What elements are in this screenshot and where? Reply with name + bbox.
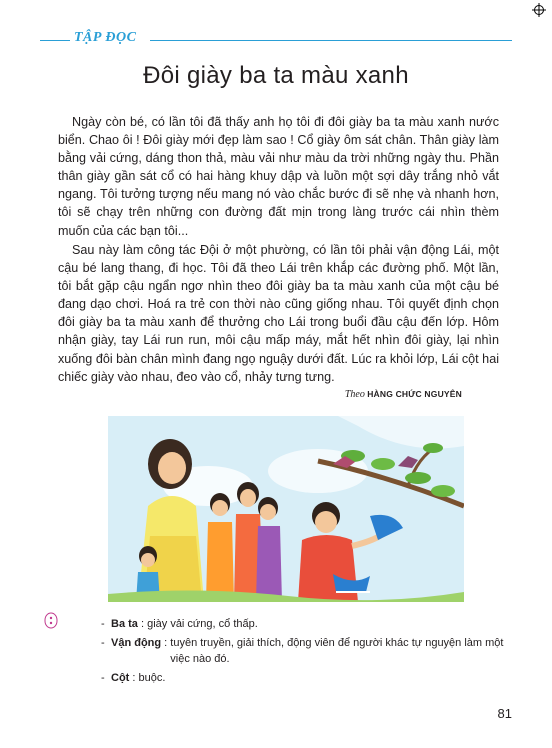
story-illustration bbox=[108, 416, 464, 602]
glossary-term: Ba ta bbox=[111, 618, 138, 630]
glossary-item: - Vận động : tuyên truyền, giải thích, động viên để người khác tự nguyện làm một việc nào đó. bbox=[101, 635, 521, 667]
section-label: TẬP ĐỌC bbox=[74, 30, 137, 45]
section-header bbox=[40, 30, 512, 46]
glossary-term: Cột bbox=[111, 672, 130, 684]
crosshair-icon bbox=[532, 3, 546, 17]
glossary-icon bbox=[44, 612, 58, 629]
header-rule-right bbox=[150, 40, 512, 41]
attribution-prefix: Theo bbox=[344, 389, 365, 400]
paragraph-text: Ngày còn bé, có lần tôi đã thấy anh họ tôi đi đôi giày ba ta màu xanh nước biển. Chao ôi ! Đôi giày mới đẹp làm sao ! Cổ giày ôm sát chân. Thân giày làm bằng vải cứng, dáng thon thả, màu vải như màu da trời những ngày thu. Phần thân giày gần sát cổ có hai hàng khuy dập và luồn một sợi dây trắng nhỏ vắt ngang. Tôi tưởng tượng nếu mang nó vào chắc bước đi sẽ nhẹ và nhanh hơn, tôi sẽ chạy trên những con đường đất mịn trong làng trước cái nhìn thèm muốn của các bạn tôi... bbox=[58, 115, 499, 238]
glossary bbox=[101, 616, 521, 689]
glossary-definition: giày vải cứng, cổ thấp. bbox=[147, 618, 258, 630]
attribution bbox=[345, 389, 462, 400]
glossary-item: - Ba ta : giày vải cứng, cổ thấp. bbox=[101, 616, 521, 632]
lesson-title: Đôi giày ba ta màu xanh bbox=[143, 62, 409, 89]
page-number: 81 bbox=[497, 706, 512, 721]
header-rule-left bbox=[40, 40, 70, 41]
paragraph-2 bbox=[58, 241, 499, 386]
attribution-author: HÀNG CHỨC NGUYÊN bbox=[367, 389, 462, 399]
glossary-definition: buộc. bbox=[138, 672, 166, 684]
paragraph-1 bbox=[58, 113, 499, 240]
glossary-term: Vận động bbox=[111, 637, 162, 649]
glossary-item: - Cột : buộc. bbox=[101, 670, 521, 686]
glossary-definition: tuyên truyền, giải thích, động viên để người khác tự nguyện làm một việc nào đó. bbox=[170, 637, 504, 665]
paragraph-text: Sau này làm công tác Đội ở một phường, có lần tôi phải vận động Lái, một cậu bé lang thang, đi học. Tôi đã theo Lái trên khắp các đường phố. Một lần, tôi bắt gặp cậu ngẩn ngơ nhìn theo đôi giày ba ta màu xanh của một cậu bé đang dạo chơi. Hoá ra trẻ con thời nào cũng giống nhau. Tôi quyết định chọn đôi giày ba ta màu xanh để thưởng cho Lái trong buổi đầu cậu đến lớp. Hôm nhận giày, tay Lái run run, môi cậu mấp máy, mắt hết nhìn đôi giày, lại nhìn xuống đôi bàn chân mình đang ngọ nguậy dưới đất. Lúc ra khỏi lớp, Lái cột hai chiếc giày vào nhau, đeo vào cổ, nhảy tưng tưng. bbox=[58, 243, 499, 384]
